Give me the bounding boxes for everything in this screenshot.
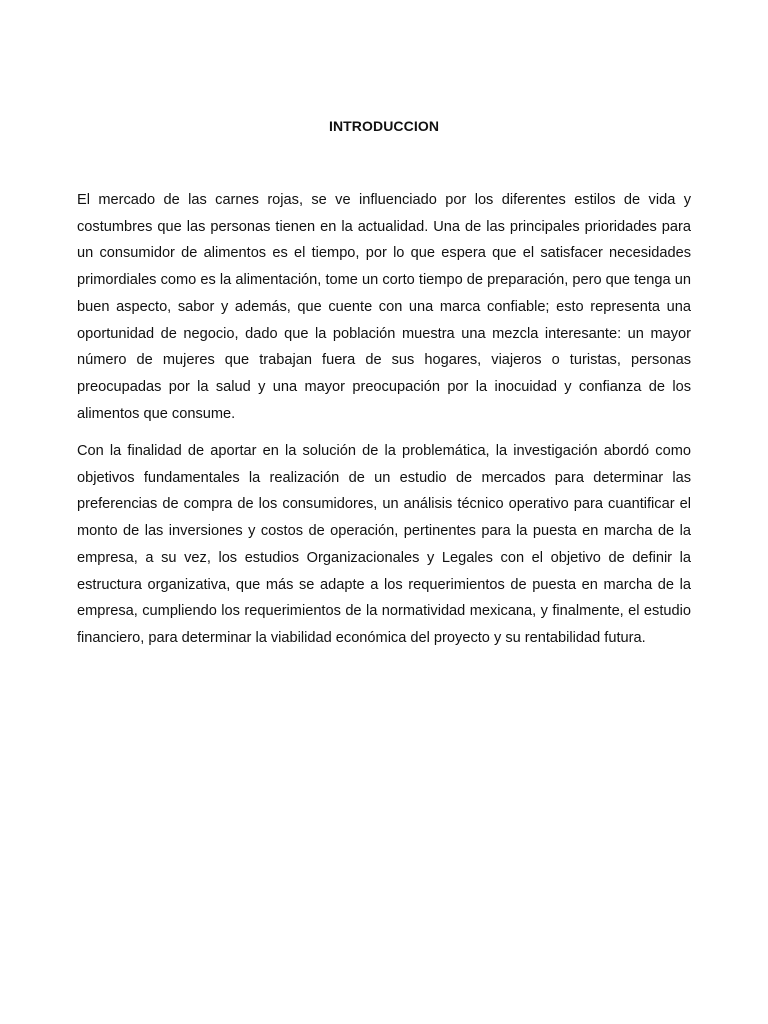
- paragraph-2: Con la finalidad de aportar en la solución de la problemática, la investigación abordó como objetivos fundamentales la realización de un estudio de mercados para determinar las preferencias de compra de los consumidores, un análisis técnico operativo para cuantificar el monto de las inversiones y costos de operación, pertinentes para la puesta en marcha de la empresa, a su vez, los estudios Organizacionales y Legales con el objetivo de definir la estructura organizativa, que más se adapte a los requerimientos de puesta en marcha de la empresa, cumpliendo los requerimientos de la normatividad mexicana, y finalmente, el estudio financiero, para determinar la viabilidad económica del proyecto y su rentabilidad futura.: [77, 443, 691, 646]
- page-title: INTRODUCCION: [328, 118, 440, 134]
- paragraph-1: El mercado de las carnes rojas, se ve influenciado por los diferentes estilos de vida y costumbres que las personas tienen en la actualidad. Una de las principales prioridades para un consumidor de alimentos es el tiempo, por lo que espera que el satisfacer necesidades primordiales como es la alimentación, tome un corto tiempo de preparación, pero que tenga un buen aspecto, sabor y además, que cuente con una marca confiable; esto representa una oportunidad de negocio, dado que la población muestra una mezcla interesante: un mayor número de mujeres que trabajan fuera de sus hogares, viajeros o turistas, personas preocupadas por la salud y una mayor preocupación por la inocuidad y confianza de los alimentos que consume.: [77, 192, 691, 422]
